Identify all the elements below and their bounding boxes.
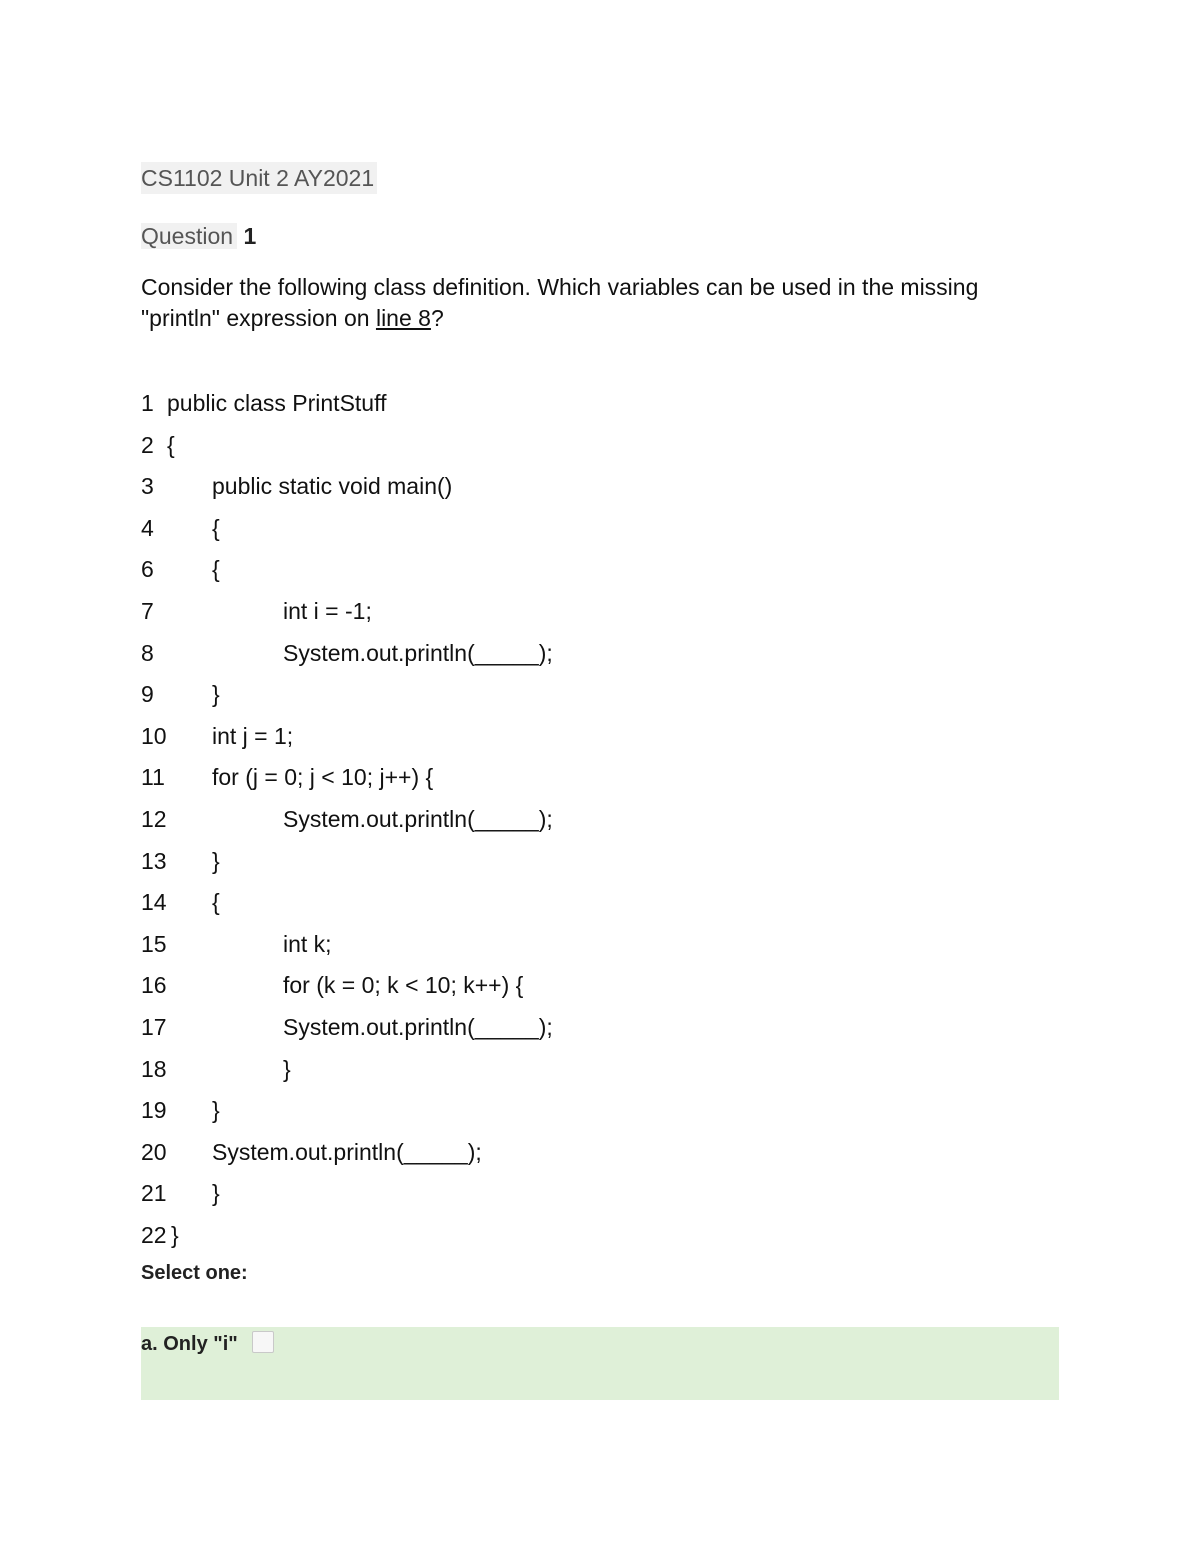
code-text: System.out.println(_____); xyxy=(283,1014,553,1040)
prompt-text: Consider the following class definition. Which variables can be used in the missing "println" expression on xyxy=(141,274,979,331)
code-text: public static void main() xyxy=(212,473,453,499)
code-text: } xyxy=(283,1056,291,1082)
answer-checkbox[interactable] xyxy=(252,1331,274,1353)
code-text: int k; xyxy=(283,931,332,957)
code-text: public class PrintStuff xyxy=(167,390,387,416)
line-number: 18 xyxy=(141,1056,167,1082)
line-number: 7 xyxy=(141,598,154,624)
line-number: 15 xyxy=(141,931,167,957)
line-number: 1 xyxy=(141,390,154,416)
line-number: 20 xyxy=(141,1139,167,1165)
prompt-end: ? xyxy=(430,305,444,331)
code-text: } xyxy=(212,848,220,874)
select-one-label: Select one: xyxy=(141,1262,248,1284)
code-text: for (k = 0; k < 10; k++) { xyxy=(283,972,524,998)
line-number: 16 xyxy=(141,972,167,998)
line-reference: line 8 xyxy=(375,305,431,331)
code-text: } xyxy=(171,1222,179,1248)
line-number: 2 xyxy=(141,432,154,458)
line-number: 21 xyxy=(141,1180,167,1206)
line-number: 17 xyxy=(141,1014,167,1040)
line-number: 8 xyxy=(141,640,154,666)
code-text: System.out.println(_____); xyxy=(283,806,553,832)
code-text: System.out.println(_____); xyxy=(283,640,553,666)
course-title: CS1102 Unit 2 AY2021 xyxy=(141,162,377,194)
line-number: 22 xyxy=(141,1222,167,1248)
code-text: } xyxy=(212,1097,220,1123)
code-text: { xyxy=(212,515,220,541)
question-heading xyxy=(141,220,256,252)
code-text: { xyxy=(212,889,220,915)
code-text: } xyxy=(212,681,220,707)
code-text: int j = 1; xyxy=(212,723,294,749)
line-number: 19 xyxy=(141,1097,167,1123)
question-label: Question xyxy=(141,223,237,249)
code-text: { xyxy=(167,432,175,458)
line-number: 11 xyxy=(141,764,165,790)
line-number: 3 xyxy=(141,473,154,499)
line-number: 12 xyxy=(141,806,167,832)
code-text: for (j = 0; j < 10; j++) { xyxy=(212,764,434,790)
question-number: 1 xyxy=(243,223,257,249)
question-prompt xyxy=(141,272,1061,334)
code-text: System.out.println(_____); xyxy=(212,1139,482,1165)
answer-option-a[interactable] xyxy=(141,1327,1059,1400)
code-text: int i = -1; xyxy=(283,598,372,624)
line-number: 9 xyxy=(141,681,154,707)
code-text: { xyxy=(212,556,220,582)
line-number: 13 xyxy=(141,848,167,874)
line-number: 10 xyxy=(141,723,167,749)
line-number: 4 xyxy=(141,515,154,541)
line-number: 14 xyxy=(141,889,167,915)
answer-option-label: a. Only "i" xyxy=(141,1333,238,1355)
code-text: } xyxy=(212,1180,220,1206)
line-number: 6 xyxy=(141,556,154,582)
